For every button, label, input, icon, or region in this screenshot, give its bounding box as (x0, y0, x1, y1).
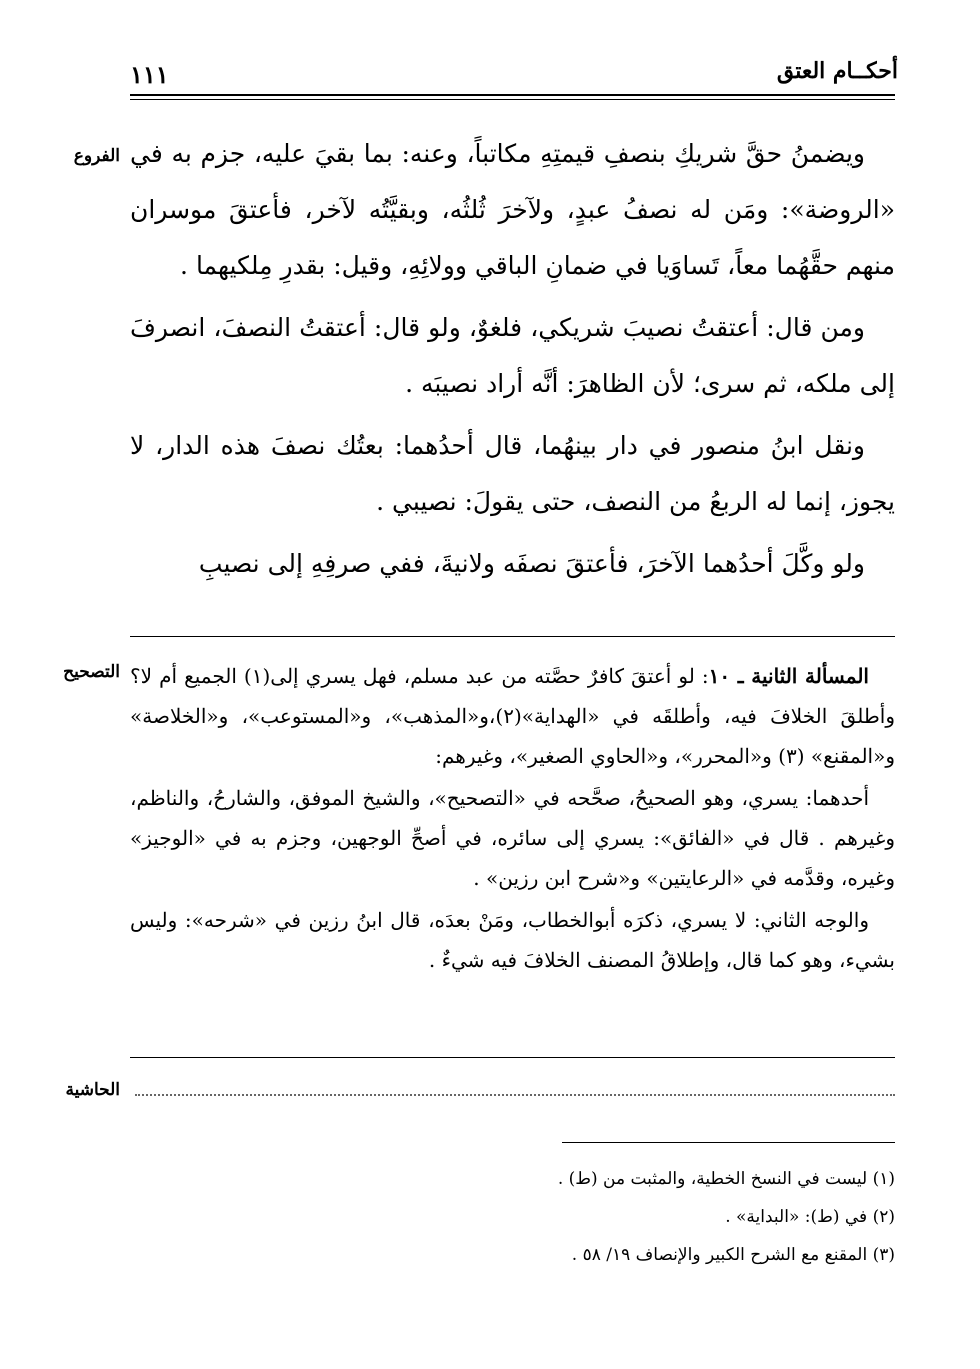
section-divider (130, 636, 895, 637)
footnote: (٢) في (ط): «البداية» . (725, 1207, 895, 1227)
commentary-section (130, 656, 895, 982)
footnote-rule (562, 1142, 895, 1143)
header-rule (130, 94, 895, 96)
main-text-section (130, 126, 895, 598)
margin-label-furu: الفروع (73, 146, 120, 166)
hashiya-dotted-line (135, 1094, 895, 1096)
margin-label-hashiya: الحاشية (65, 1080, 120, 1100)
margin-label-tashih: التصحيح (63, 662, 120, 682)
main-paragraph: ولو وكَّلَ أحدُهما الآخرَ، فأعتقَ نصفَه ولانيةَ، ففي صرفِهِ إلى نصيبِ (198, 549, 865, 578)
commentary-text: : لو أعتقَ كافرٌ حصَّته من عبد مسلم، فهل يسري إلى(١) الجميع أم لا؟ وأطلقَ الخلافَ فيه، وأطلقَه في «الهداية»(٢)،و«المذهب»، و«المستوعب»، و«الخلاصة» و«المقنع» (٣) و«المحرر»، و«الحاوي الصغير»، وغيرهم: (130, 664, 895, 768)
main-paragraph: ومن قال: أعتقتُ نصيبَ شريكي، فلغوٌ، ولو قال: أعتقتُ النصفَ، انصرفَ إلى ملكه، ثم سرى؛ لأن الظاهرَ: أنَّه أراد نصيبَه . (130, 313, 895, 398)
footnotes (135, 1160, 895, 1274)
header-rule-thin (130, 99, 895, 100)
footnote: (٣) المقنع مع الشرح الكبير والإنصاف ١٩/ ٥٨ . (571, 1245, 895, 1265)
commentary-paragraph: أحدهما: يسري، وهو الصحيحُ، صحَّحه في «التصحيح»، والشيخ الموفق، والشارحُ، والناظم، وغيرهم . قال في «الفائق»: يسري إلى سائره، في أصحِّ الوجهين، وجزم به في «الوجيز» وغيره، وقدَّمه في «الرعايتين» و«شرح ابن رزين» . (130, 786, 895, 890)
footnote: (١) ليست في النسخ الخطية، والمثبت من (ط) . (557, 1169, 895, 1189)
main-paragraph: ونقل ابنُ منصور في دار بينهُما، قال أحدُهما: بعتُك نصفَ هذه الدار، لا يجوز، إنما له الربعُ من النصف، حتى يقولَ: نصيبي . (130, 431, 895, 516)
section-divider (130, 1057, 895, 1058)
commentary-paragraph: والوجه الثاني: لا يسري، ذكرَه أبوالخطاب، ومَنْ بعدَه، قال ابنُ رزين في «شرحه»: وليس بشيء، وهو كما قال، وإطلاقُ المصنف الخلافَ فيه شيءٌ . (130, 908, 895, 972)
page-number: ١١١ (130, 60, 169, 89)
commentary-paragraph (130, 656, 895, 776)
running-title: أحكــام العتق (776, 58, 898, 84)
main-paragraph: ويضمنُ حقَّ شريكِ بنصفِ قيمتِهِ مكاتباً، وعنه: بما بقيَ عليه، جزم به في «الروضة»: ومَن له نصفُ عبدٍ، ولآخرَ ثُلثُه، وبقيَّتُه لآخر، فأعتقَ موسران منهم حقَّهُما معاً، تَساوَيا في ضمانِ الباقي وولائِهِ، وقيل: بقدرِ مِلكيهما . (130, 139, 895, 280)
issue-heading: المسألة الثانية ـ ١٠ (708, 664, 869, 688)
